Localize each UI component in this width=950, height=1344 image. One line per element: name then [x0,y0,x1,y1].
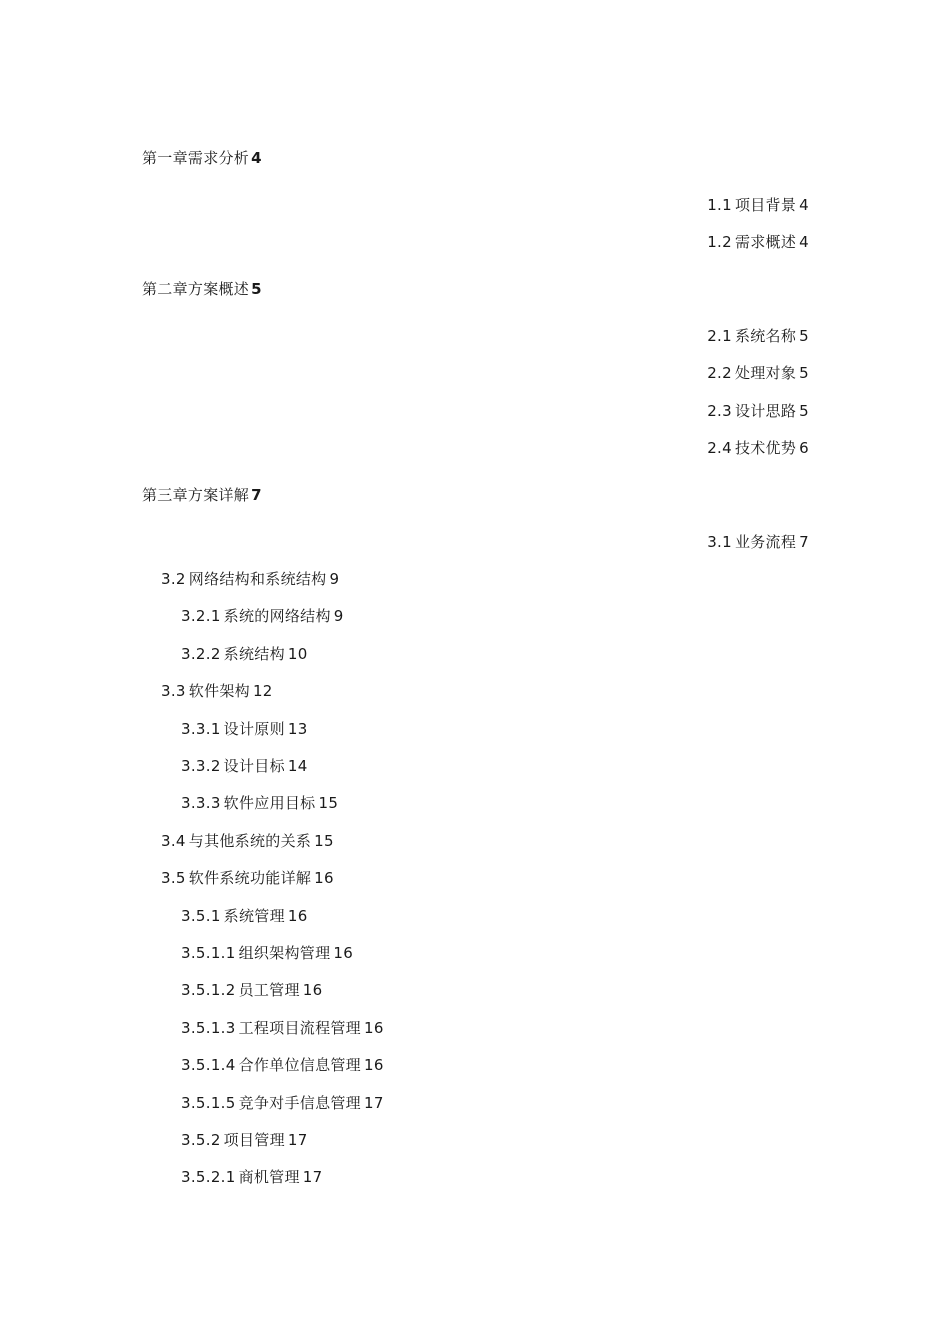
toc-page-number: 16 [314,869,334,887]
toc-page-number: 5 [799,364,809,382]
toc-section-number: 1.1 [707,196,732,214]
toc-title: 软件应用目标 [223,794,316,812]
toc-entry-3-3[interactable] [161,681,273,701]
toc-page-number: 4 [799,233,809,251]
toc-section-number: 3.2.1 [181,607,221,625]
toc-page-number: 5 [799,402,809,420]
toc-title: 第一章需求分析 [142,149,250,167]
toc-entry-3-5-2-1[interactable] [181,1167,322,1187]
toc-entry-2-4[interactable] [707,438,809,458]
toc-section-number: 3.3.1 [181,720,221,738]
toc-title: 项目背景 [734,196,797,214]
toc-title: 第三章方案详解 [142,486,250,504]
toc-chapter-3[interactable] [142,485,262,505]
toc-section-number: 3.5.1.5 [181,1094,236,1112]
toc-page-number: 4 [799,196,809,214]
toc-title: 系统结构 [223,645,285,663]
toc-section-number: 3.5.2.1 [181,1168,236,1186]
toc-title: 技术优势 [734,439,797,457]
toc-entry-2-2[interactable] [707,363,809,383]
toc-page-number: 9 [329,570,340,588]
toc-entry-3-2[interactable] [161,569,339,589]
toc-page-number: 15 [318,794,339,812]
toc-title: 项目管理 [223,1131,285,1149]
toc-title: 业务流程 [734,533,797,551]
toc-page-number: 5 [251,280,262,298]
toc-title: 需求概述 [734,233,797,251]
toc-title: 商机管理 [238,1168,300,1186]
toc-entry-2-1[interactable] [707,326,809,346]
toc-entry-3-2-1[interactable] [181,606,344,626]
toc-entry-1-2[interactable] [707,232,809,252]
toc-entry-3-5-1-3[interactable] [181,1018,384,1038]
toc-entry-3-4[interactable] [161,831,334,851]
toc-entry-3-5[interactable] [161,868,334,888]
toc-section-number: 2.2 [707,364,732,382]
toc-section-number: 3.5.2 [181,1131,221,1149]
toc-section-number: 2.1 [707,327,732,345]
toc-page-number: 6 [799,439,809,457]
toc-section-number: 3.5.1 [181,907,221,925]
toc-section-number: 2.4 [707,439,732,457]
toc-section-number: 2.3 [707,402,732,420]
toc-title: 软件系统功能详解 [188,869,312,887]
toc-page-number: 16 [287,907,308,925]
toc-title: 工程项目流程管理 [238,1019,361,1037]
toc-page-number: 14 [287,757,308,775]
toc-page-number: 16 [302,981,323,999]
toc-entry-3-5-1-4[interactable] [181,1055,384,1075]
toc-entry-2-3[interactable] [707,401,809,421]
toc-entry-3-5-2[interactable] [181,1130,308,1150]
toc-entry-3-1[interactable] [707,532,809,552]
toc-page-number: 17 [363,1094,384,1112]
toc-page-number: 4 [251,149,262,167]
toc-page-number: 13 [287,720,308,738]
toc-section-number: 3.5.1.2 [181,981,236,999]
toc-entry-3-5-1-2[interactable] [181,980,322,1000]
toc-section-number: 3.5.1.3 [181,1019,236,1037]
toc-section-number: 3.5.1.4 [181,1056,236,1074]
toc-page-number: 16 [363,1019,384,1037]
toc-page-number: 16 [333,944,354,962]
toc-title: 与其他系统的关系 [188,832,312,850]
toc-entry-1-1[interactable] [707,195,809,215]
toc-page-number: 7 [799,533,809,551]
toc-page-number: 17 [287,1131,308,1149]
toc-section-number: 3.2 [161,570,186,588]
toc-page-number: 5 [799,327,809,345]
toc-entry-3-3-1[interactable] [181,719,308,739]
toc-entry-3-2-2[interactable] [181,644,308,664]
toc-entry-3-5-1-5[interactable] [181,1093,384,1113]
toc-page-number: 10 [287,645,308,663]
toc-title: 网络结构和系统结构 [188,570,327,588]
toc-section-number: 1.2 [707,233,732,251]
toc-title: 处理对象 [734,364,797,382]
toc-section-number: 3.4 [161,832,186,850]
toc-section-number: 3.5 [161,869,186,887]
toc-title: 合作单位信息管理 [238,1056,361,1074]
toc-entry-3-3-2[interactable] [181,756,308,776]
toc-page-number: 7 [251,486,262,504]
toc-section-number: 3.5.1.1 [181,944,236,962]
toc-title: 系统管理 [223,907,285,925]
toc-title: 设计原则 [223,720,285,738]
toc-title: 第二章方案概述 [142,280,250,298]
toc-page-number: 12 [252,682,273,700]
toc-page-number: 17 [302,1168,323,1186]
toc-entry-3-5-1-1[interactable] [181,943,353,963]
toc-page-number: 16 [363,1056,384,1074]
toc-entry-3-5-1[interactable] [181,906,308,926]
toc-section-number: 3.2.2 [181,645,221,663]
toc-title: 员工管理 [238,981,300,999]
toc-section-number: 3.3.2 [181,757,221,775]
toc-title: 设计目标 [223,757,285,775]
toc-title: 组织架构管理 [238,944,331,962]
toc-page-number: 15 [314,832,334,850]
toc-chapter-2[interactable] [142,279,262,299]
toc-page-number: 9 [333,607,344,625]
toc-title: 设计思路 [734,402,797,420]
toc-entry-3-3-3[interactable] [181,793,338,813]
toc-section-number: 3.1 [707,533,732,551]
toc-title: 软件架构 [188,682,250,700]
toc-section-number: 3.3 [161,682,186,700]
toc-chapter-1[interactable] [142,148,262,168]
toc-section-number: 3.3.3 [181,794,221,812]
toc-title: 系统名称 [734,327,797,345]
toc-title: 系统的网络结构 [223,607,331,625]
toc-title: 竞争对手信息管理 [238,1094,361,1112]
